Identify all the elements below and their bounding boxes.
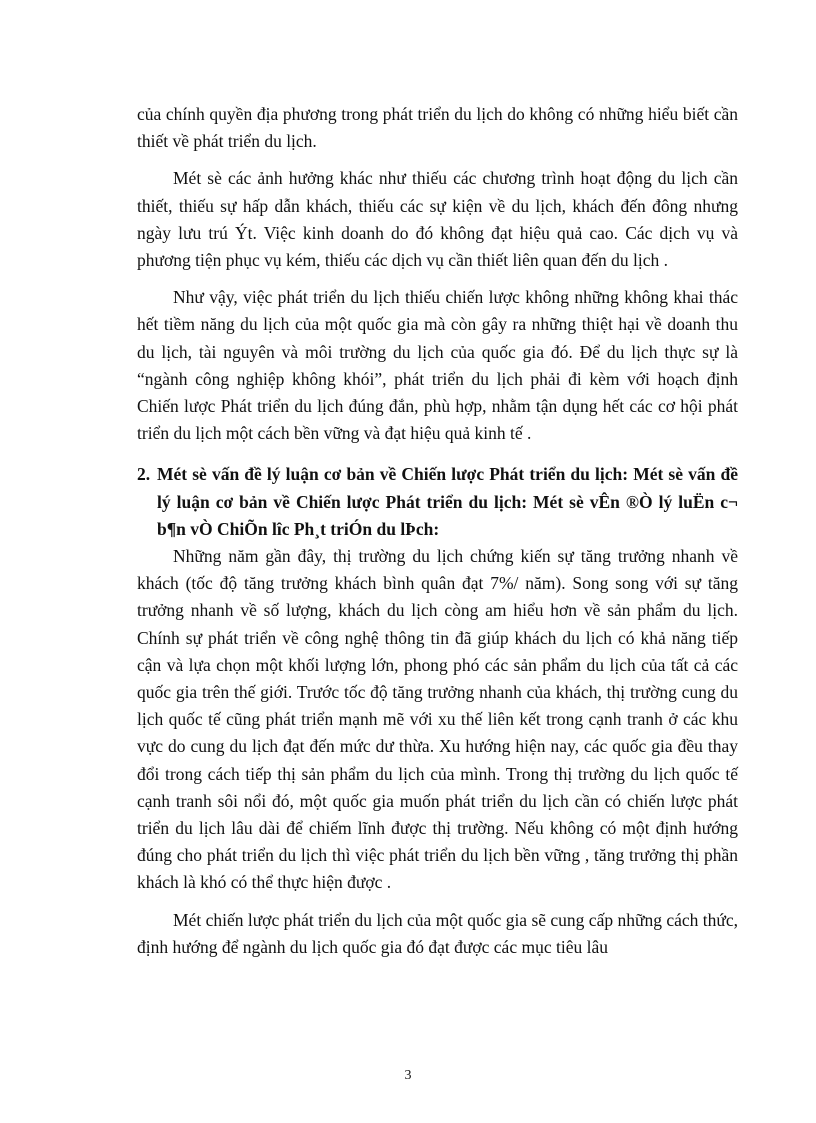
paragraph-continuation: của chính quyền địa phương trong phát triển du lịch do không có những hiểu biết cần thiết về phát triển du lịch. (137, 104, 738, 152)
document-body (137, 101, 738, 961)
page-number: 3 (404, 1068, 412, 1083)
paragraph-other-effects: Mét sè các ảnh hưởng khác như thiếu các chương trình hoạt động du lịch cần thiết, thiếu sự hấp dẫn khách, thiếu các sự kiện về du lịch, khách đến đông nhưng ngày lưu trú Ýt. Việc kinh doanh do đó không đạt hiệu quả cao. Các dịch vụ và phương tiện phục vụ kém, thiếu các dịch vụ cần thiết liên quan đến du lịch . (137, 168, 738, 271)
paragraph-consequences: Như vậy, việc phát triển du lịch thiếu chiến lược không những không khai thác hết tiềm năng du lịch của một quốc gia mà còn gây ra những thiệt hại về doanh thu du lịch, tài nguyên và môi trường du lịch của quốc gia đó. Để du lịch thực sự là “ngành công nghiệp không khói”, phát triển du lịch phải đi kèm với hoạch định Chiến lược Phát triển du lịch đúng đắn, phù hợp, nhằm tận dụng hết các cơ hội phát triển du lịch một cách bền vững và đạt hiệu quả kinh tế . (137, 287, 738, 444)
section-heading (137, 461, 738, 543)
paragraph-strategy-purpose: Mét chiến lược phát triển du lịch của một quốc gia sẽ cung cấp những cách thức, định hướng để ngành du lịch quốc gia đó đạt được các mục tiêu lâu (137, 909, 738, 957)
section-heading-text: Mét sè vấn đề lý luận cơ bản về Chiến lược Phát triển du lịch: Mét sè vấn đề lý luận cơ bản về Chiến lược Phát triển du lịch: Mét sè vÊn ®Ò lý luËn c¬ b¶n vÒ ChiÕn lîc Ph¸t triÓn du lÞch: (157, 464, 738, 539)
paragraph-market-trends: Những năm gần đây, thị trường du lịch chứng kiến sự tăng trưởng nhanh về khách (tốc độ tăng trưởng khách bình quân đạt 7%/ năm). Song song với sự tăng trưởng nhanh về số lượng, khách du lịch còng am hiểu hơn về sản phẩm du lịch. Chính sự phát triển về công nghệ thông tin đã giúp khách du lịch có khả năng tiếp cận và lựa chọn một khối lượng lớn, phong phó các sản phẩm du lịch của tất cả các quốc gia trên thế giới. Trước tốc độ tăng trưởng nhanh của khách, thị trường cung du lịch quốc tế cũng phát triển mạnh mẽ với xu thế liên kết trong cạnh tranh ở các khu vực do cung du lịch đạt đến mức dư thừa. Xu hướng hiện nay, các quốc gia đều thay đổi trong cách tiếp thị sản phẩm du lịch của mình. Trong thị trường du lịch quốc tế cạnh tranh sôi nổi đó, một quốc gia muốn phát triển du lịch cần có chiến lược phát triển du lịch lâu dài để chiếm lĩnh được thị trường. Nếu không có một định hướng đúng cho phát triển du lịch thì việc phát triển du lịch bền vững , tăng trưởng thị phần khách là khó có thể thực hiện được . (137, 546, 738, 893)
section-number: 2. (137, 464, 151, 485)
